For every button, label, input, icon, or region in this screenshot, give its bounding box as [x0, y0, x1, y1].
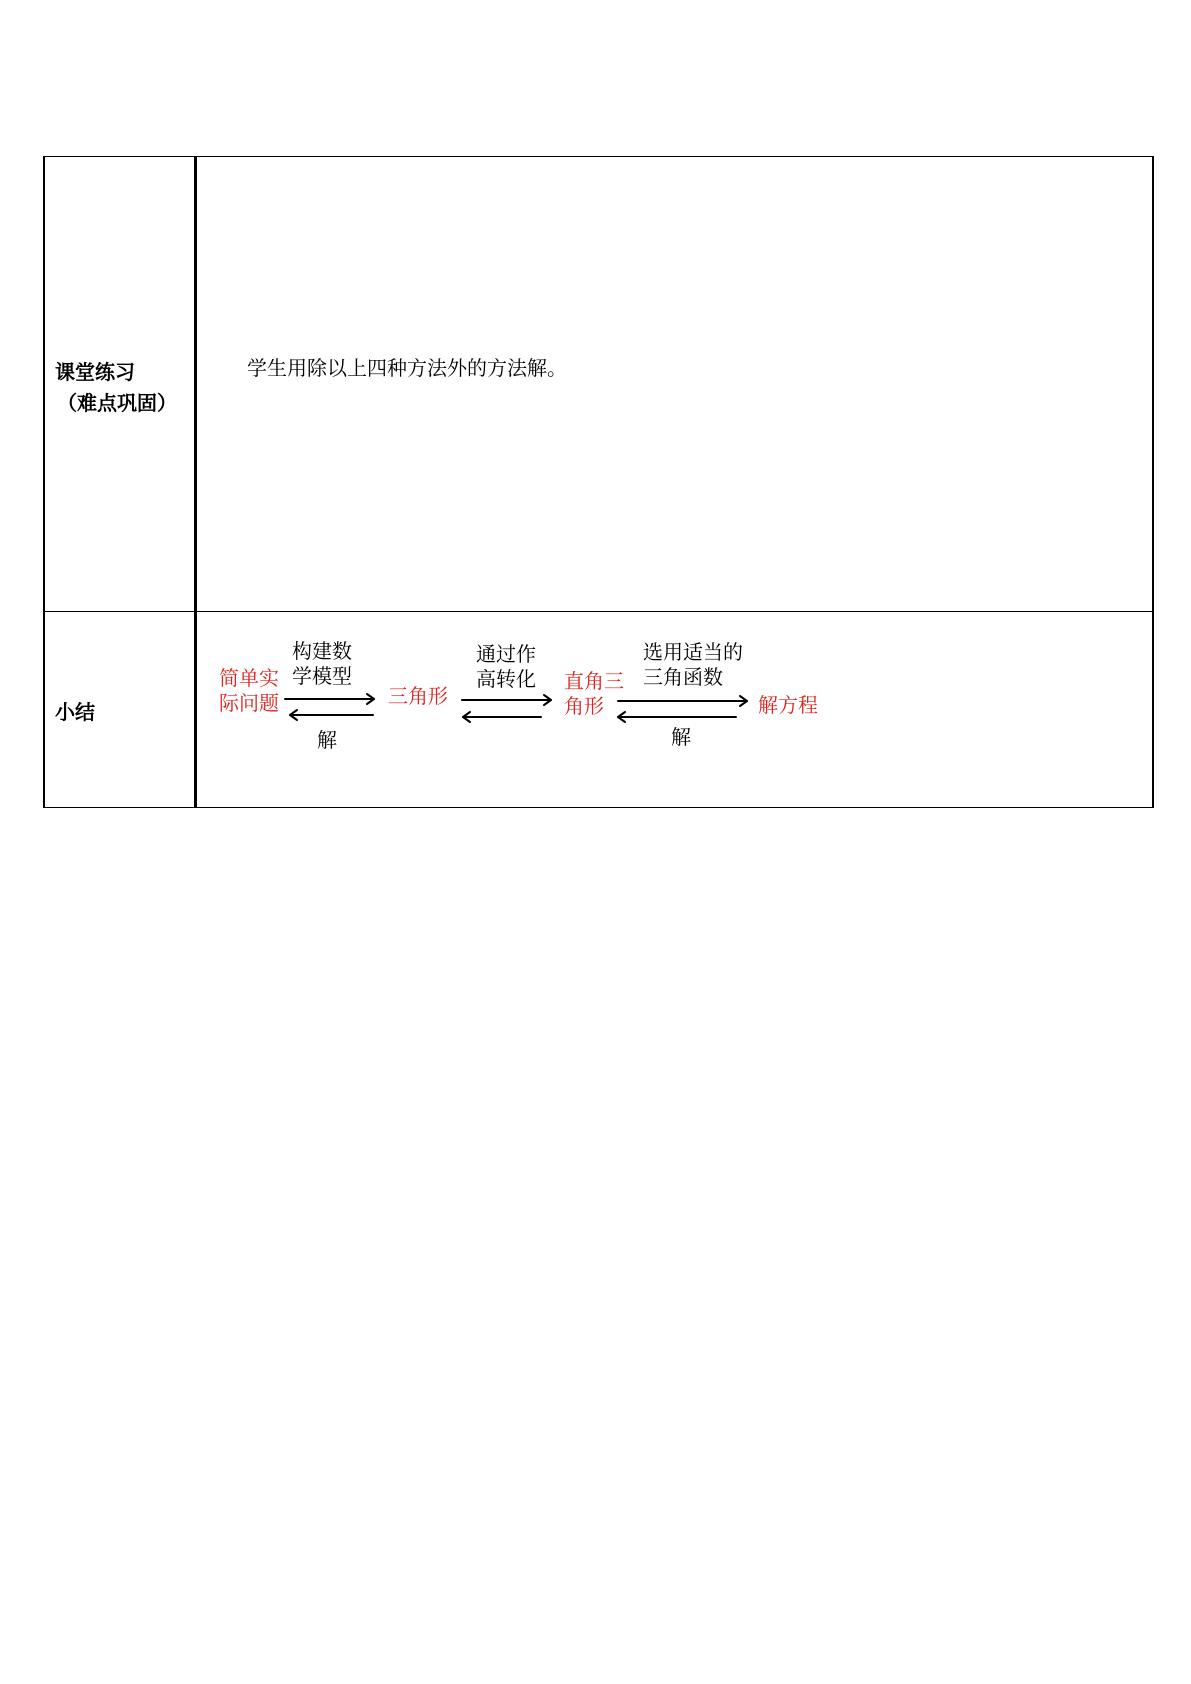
- arrow1-backward-head: [290, 710, 297, 720]
- summary-flow-diagram: [45, 157, 1152, 807]
- node-triangle: 三角形: [388, 684, 448, 708]
- node-right-triangle-line1: 直角三: [564, 669, 624, 693]
- arrow1-bottom-label: 解: [317, 728, 337, 752]
- node-right-triangle-line2: 角形: [564, 694, 604, 718]
- lesson-table: [43, 156, 1154, 808]
- node-solve-equation: 解方程: [758, 693, 818, 717]
- node-simple-problem-line1: 简单实: [219, 666, 279, 690]
- arrow1-label-line1: 构建数: [292, 639, 352, 663]
- flow-arrows: [45, 157, 1152, 807]
- arrow2-backward-head: [463, 712, 470, 722]
- row-divider: [45, 611, 1152, 612]
- arrow3-label-line2: 三角函数: [643, 665, 723, 689]
- practice-label-subtitle: （难点巩固）: [57, 391, 177, 415]
- arrow2-label-line2: 高转化: [476, 667, 536, 691]
- practice-label-title: 课堂练习: [55, 360, 135, 384]
- column-divider: [194, 157, 197, 807]
- arrow3-bottom-label: 解: [671, 725, 691, 749]
- practice-row-label: [55, 357, 191, 419]
- arrow1-forward-head: [367, 694, 374, 704]
- summary-row-label: 小结: [55, 700, 95, 724]
- node-simple-problem-line2: 际问题: [219, 691, 279, 715]
- arrow3-backward-head: [618, 712, 625, 722]
- arrow3-label-line1: 选用适当的: [643, 640, 743, 664]
- arrow1-label-line2: 学模型: [292, 664, 352, 688]
- practice-content: 学生用除以上四种方法外的方法解。: [247, 356, 567, 380]
- arrow2-label-line1: 通过作: [476, 642, 536, 666]
- arrow2-forward-head: [544, 695, 551, 705]
- arrow3-forward-head: [740, 696, 747, 706]
